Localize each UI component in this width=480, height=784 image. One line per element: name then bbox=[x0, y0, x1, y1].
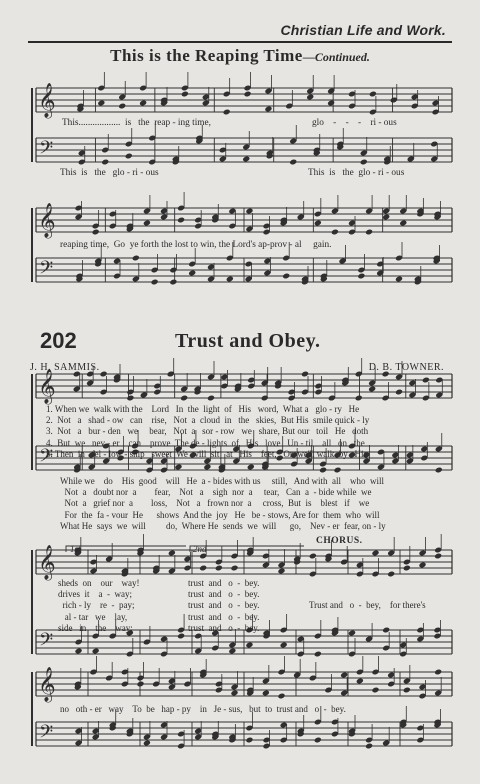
system2-bass-note bbox=[282, 273, 290, 280]
last-lines-block bbox=[58, 578, 140, 634]
refrain-line: trust and o - bey. bbox=[188, 600, 260, 611]
system1-treble-note bbox=[139, 100, 147, 107]
system4-treble-note bbox=[434, 553, 442, 560]
system5-treble-note bbox=[403, 687, 411, 694]
treble-clef-icon: 𝄞 bbox=[38, 545, 56, 580]
system5-treble-note bbox=[136, 681, 144, 688]
system5-treble-note bbox=[434, 669, 442, 676]
system5-treble-note bbox=[262, 690, 270, 697]
system4-treble-note bbox=[371, 550, 379, 557]
system2-bass-note bbox=[132, 255, 140, 262]
system5-treble-note bbox=[277, 693, 285, 700]
chorus-line: Trust and o - bey, for there's bbox=[309, 600, 426, 610]
system1-bass-note bbox=[125, 153, 133, 160]
system4-treble-note bbox=[387, 571, 395, 578]
system3-treble-note bbox=[368, 386, 376, 393]
verses-upper-block bbox=[46, 404, 369, 460]
system2-treble-note bbox=[382, 214, 390, 221]
system2-bass-note bbox=[188, 270, 196, 277]
system4-treble-note bbox=[199, 565, 207, 572]
system2-bass-note bbox=[169, 279, 177, 286]
system2-treble-note bbox=[365, 229, 373, 236]
refrain-line: trust and o - bey. bbox=[188, 578, 260, 588]
system2-bass-note bbox=[226, 276, 234, 283]
system4-treble-note bbox=[277, 568, 285, 575]
verses-lower-block bbox=[60, 476, 386, 532]
system5-bass-note bbox=[143, 740, 151, 747]
system4-treble-note bbox=[403, 565, 411, 572]
hymn-composer: D. B. TOWNER. bbox=[368, 362, 444, 373]
verse-line: While we do His good will He a - bides with us still, And with all who will bbox=[60, 476, 384, 486]
system2-treble-note bbox=[143, 220, 151, 227]
bass-clef-icon: 𝄢 bbox=[39, 630, 54, 655]
system2-treble-note bbox=[177, 217, 185, 224]
system4-bass-note bbox=[348, 630, 356, 637]
system4-bass-note bbox=[314, 651, 322, 658]
system1-treble-note bbox=[223, 109, 231, 116]
verse-line: 4. But we nev - er can prove The de - lights of His love Un - til all on the bbox=[46, 437, 365, 448]
verse-end-line: sheds on our way! bbox=[58, 578, 140, 588]
system5-bass-note bbox=[245, 737, 253, 744]
verse-line: 5. Then in fel - low - ship sweet We will sit at His feet, Or we'll walk by His bbox=[46, 448, 368, 459]
system4-bass-note bbox=[245, 642, 253, 649]
refrain-lines-block bbox=[188, 578, 259, 634]
system1-bass-note bbox=[242, 156, 250, 163]
system1-treble-note bbox=[181, 91, 189, 98]
system1-bass-note bbox=[360, 159, 368, 166]
verse-end-line: drives it a - way; bbox=[58, 589, 132, 600]
verse-line: Not a grief nor a loss, Not a frown nor a cross, But is blest if we bbox=[60, 498, 370, 509]
first-ending-bracket bbox=[66, 546, 186, 552]
system1-treble-note bbox=[97, 100, 105, 107]
system3-bass-note bbox=[435, 467, 443, 474]
system4-treble-note bbox=[230, 565, 238, 572]
system3-bass-note bbox=[247, 464, 255, 471]
continued-suffix: —Continued. bbox=[302, 50, 370, 64]
hymn-author: J. H. SAMMIS. bbox=[30, 362, 100, 373]
system2-treble-note bbox=[399, 220, 407, 227]
system3-bass-note bbox=[174, 464, 182, 471]
system1-treble-note bbox=[306, 94, 314, 101]
system2-bass-note bbox=[357, 273, 365, 280]
final-line: no oth - er way To be hap - py in Je - sus, but to trust and o - bey. bbox=[60, 704, 346, 714]
system4-bass-note bbox=[280, 642, 288, 649]
system5-treble-note bbox=[356, 678, 364, 685]
system1-treble-note bbox=[244, 91, 252, 98]
hymn-title: Trust and Obey. bbox=[175, 330, 321, 352]
continued-title: This is the Reaping Time bbox=[110, 46, 303, 65]
system2-lyric: reaping time, Go ye forth the lost to win, the Lord's ap-prov - al gain. bbox=[60, 240, 332, 250]
system4-bass-note bbox=[92, 648, 100, 655]
refrain-line: trust and o - bey. bbox=[188, 611, 260, 622]
system1-lower-lyric-a: This is the glo - ri - ous bbox=[60, 168, 159, 178]
system4-bass-note bbox=[228, 648, 236, 655]
system1-treble-note bbox=[264, 106, 272, 113]
system1-treble-note bbox=[118, 103, 126, 110]
verse-line: Not a doubt nor a fear, Not a sigh nor a tear, Can a - bide while we bbox=[60, 487, 372, 498]
first-ending-label: 1st bbox=[70, 544, 81, 554]
system3-bass-note bbox=[334, 467, 342, 474]
system2-treble-note bbox=[92, 229, 100, 236]
hymn-number: 202 bbox=[40, 328, 77, 353]
system1-upper-lyric-a: This.................. is the reap - ing time, bbox=[62, 118, 211, 128]
refrain-line: trust and o - bey. bbox=[188, 622, 260, 633]
system5-bass-note bbox=[314, 737, 322, 744]
treble-clef-icon: 𝄞 bbox=[38, 83, 56, 118]
system4-treble-note bbox=[418, 562, 426, 569]
refrain-line: trust and o - bey. bbox=[188, 589, 260, 600]
treble-clef-icon: 𝄞 bbox=[38, 203, 56, 238]
bass-clef-icon: 𝄢 bbox=[39, 722, 54, 747]
verse-line: 3. Not a bur - den we bear, Not a sor - row we share, But our toil He doth bbox=[46, 426, 369, 437]
chorus-label: CHORUS. bbox=[316, 536, 363, 546]
verse-end-line: al - tar we lay, bbox=[58, 611, 128, 622]
system2-treble-note bbox=[331, 229, 339, 236]
bass-clef-icon: 𝄢 bbox=[39, 258, 54, 283]
verse-line: 2. Not a shad - ow can rise, Not a cloud in the skies, But His smile quick - ly bbox=[46, 415, 370, 426]
system1-lower-lyric-b: This is the glo - ri - ous bbox=[308, 168, 405, 178]
system3-bass-note bbox=[203, 464, 211, 471]
system5-treble-note bbox=[230, 690, 238, 697]
verse-end-line: rich - ly re - pay; bbox=[58, 600, 135, 611]
system2-treble-note bbox=[314, 220, 322, 227]
system3-bass-note bbox=[319, 467, 327, 474]
system1-bass-note bbox=[289, 159, 297, 166]
system1-upper-lyric-b: glo - - - ri - ous bbox=[312, 118, 397, 128]
bass-clef-icon: 𝄢 bbox=[39, 446, 54, 471]
system5-bass-note bbox=[365, 743, 373, 750]
system4-bass-note bbox=[177, 633, 185, 640]
treble-clef-icon: 𝄞 bbox=[38, 667, 56, 702]
system3-treble-note bbox=[207, 395, 215, 402]
system3-treble-note bbox=[395, 389, 403, 396]
system4-treble-note bbox=[215, 565, 223, 572]
system3-treble-note bbox=[355, 395, 363, 402]
second-ending-label: 2nd bbox=[193, 544, 207, 554]
verse-line: What He says we will do, Where He sends we will go, Nev - er fear, on - ly bbox=[60, 520, 386, 531]
system3-treble-note bbox=[180, 395, 188, 402]
section-header: Christian Life and Work. bbox=[280, 22, 446, 38]
bass-clef-icon: 𝄢 bbox=[39, 138, 54, 163]
verse-line: For the fa - vour He shows And the joy He be - stows, Are for them who will bbox=[60, 509, 380, 520]
system2-bass-note bbox=[395, 276, 403, 283]
treble-clef-icon: 𝄞 bbox=[38, 369, 56, 404]
verse-line: 1. When we walk with the Lord In the light of His word, What a glo - ry He bbox=[46, 404, 360, 414]
system4-bass-note bbox=[75, 648, 83, 655]
system3-treble-note bbox=[126, 395, 134, 402]
system2-bass-note bbox=[151, 279, 159, 286]
system1-treble-note bbox=[327, 100, 335, 107]
verse-end-line: side in the way; bbox=[58, 622, 133, 633]
system1-bass-note bbox=[101, 159, 109, 166]
system5-treble-note bbox=[371, 687, 379, 694]
